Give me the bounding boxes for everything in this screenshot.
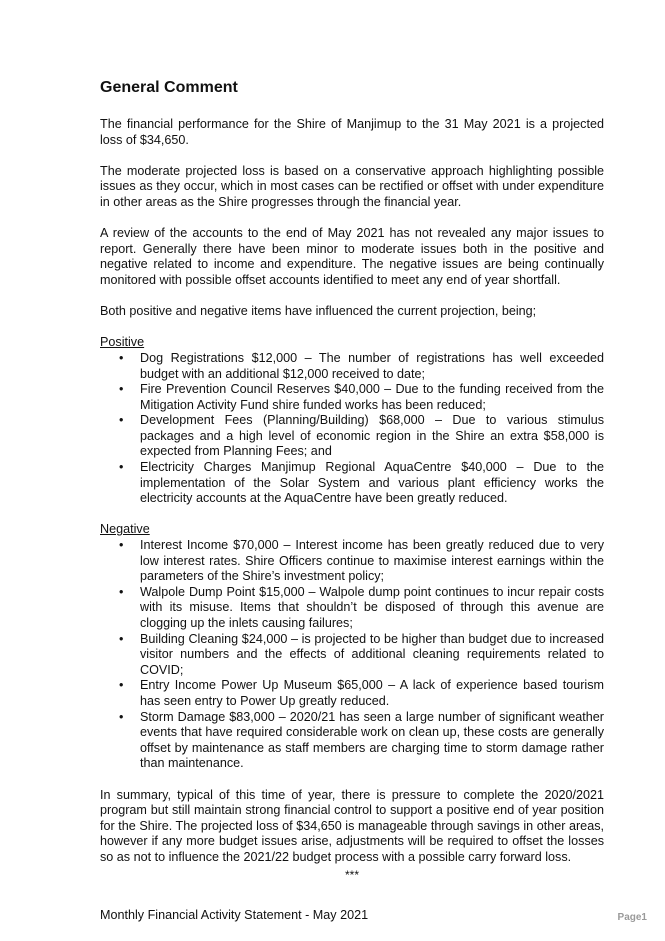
end-marker: *** <box>344 867 359 882</box>
footer-title: Monthly Financial Activity Statement - May 2021 <box>100 908 369 922</box>
bullet-icon: • <box>119 460 124 475</box>
bullet-icon: • <box>119 678 124 693</box>
positive-list <box>100 351 604 507</box>
negative-list <box>100 538 604 772</box>
negative-label: Negative <box>100 522 150 537</box>
positive-label: Positive <box>100 335 145 350</box>
page-number: Page1 <box>617 912 647 923</box>
list-item: • Building Cleaning $24,000 – is projected to be higher than budget due to increased visitor numbers and the effects of additional cleaning requirements related to COVID; <box>119 631 604 677</box>
document-body <box>100 78 604 880</box>
bullet-icon: • <box>119 631 124 646</box>
list-item: • Fire Prevention Council Reserves $40,000 – Due to the funding received from the Mitigation Activity Fund shire funded works has been reduced; <box>119 382 604 412</box>
paragraph-accounts-review: A review of the accounts to the end of May 2021 has not revealed any major issues to report. Generally there have been minor to moderate issues both in the positive and negative related to income and expenditure. The negative issues are being continually monitored with possible offset accounts identified to meet any end of year shortfall. <box>100 226 604 287</box>
section-heading: General Comment <box>100 79 238 96</box>
list-item: • Entry Income Power Up Museum $65,000 – A lack of experience based tourism has seen entry to Power Up greatly reduced. <box>119 678 604 708</box>
list-item: • Dog Registrations $12,000 – The number of registrations has well exceeded budget with an additional $12,000 received to date; <box>119 350 604 381</box>
list-item: • Storm Damage $83,000 – 2020/21 has seen a large number of significant weather events that have required considerable work on clean up, these costs are generally offset by maintenance as staff members are charging time to storm damage rather than maintenance. <box>119 709 604 771</box>
bullet-icon: • <box>119 584 124 599</box>
list-item: • Walpole Dump Point $15,000 – Walpole dump point continues to incur repair costs with its misuse. Items that shouldn’t be disposed of through this avenue are clogging up the inlets causing failures; <box>119 584 604 630</box>
paragraph-conservative-approach: The moderate projected loss is based on a conservative approach highlighting possible issues as they occur, which in most cases can be rectified or offset with under expenditure in other areas as the Shire progresses through the financial year. <box>100 163 604 209</box>
bullet-icon: • <box>119 413 124 428</box>
bullet-icon: • <box>119 709 124 724</box>
bullet-icon: • <box>119 350 124 365</box>
list-item: • Development Fees (Planning/Building) $68,000 – Due to various stimulus packages and a high level of economic region in the Shire an extra $58,000 is expected from Planning Fees; and <box>119 413 604 459</box>
paragraph-influences: Both positive and negative items have influenced the current projection, being; <box>100 304 537 319</box>
bullet-icon: • <box>119 382 124 397</box>
paragraph-summary: In summary, typical of this time of year, there is pressure to complete the 2020/2021 program but still maintain strong financial control to support a positive end of year position for the Shire. The projected loss of $34,650 is manageable through savings in other areas, however if any more budget issues arise, adjustments will be required to offset the losses so as not to influence the 2021/22 budget process with a possible carry forward loss. <box>100 787 604 864</box>
paragraph-projected-loss: The financial performance for the Shire of Manjimup to the 31 May 2021 is a projected loss of $34,650. <box>100 117 604 147</box>
list-item: • Interest Income $70,000 – Interest income has been greatly reduced due to very low interest rates. Shire Officers continue to maximise interest earnings within the parameters of the Shire’s investment policy; <box>119 538 604 584</box>
list-item: • Electricity Charges Manjimup Regional AquaCentre $40,000 – Due to the implementation of the Solar System and various plant efficiency works the electricity accounts at the AquaCentre have been greatly reduced. <box>119 460 604 506</box>
bullet-icon: • <box>119 538 124 553</box>
